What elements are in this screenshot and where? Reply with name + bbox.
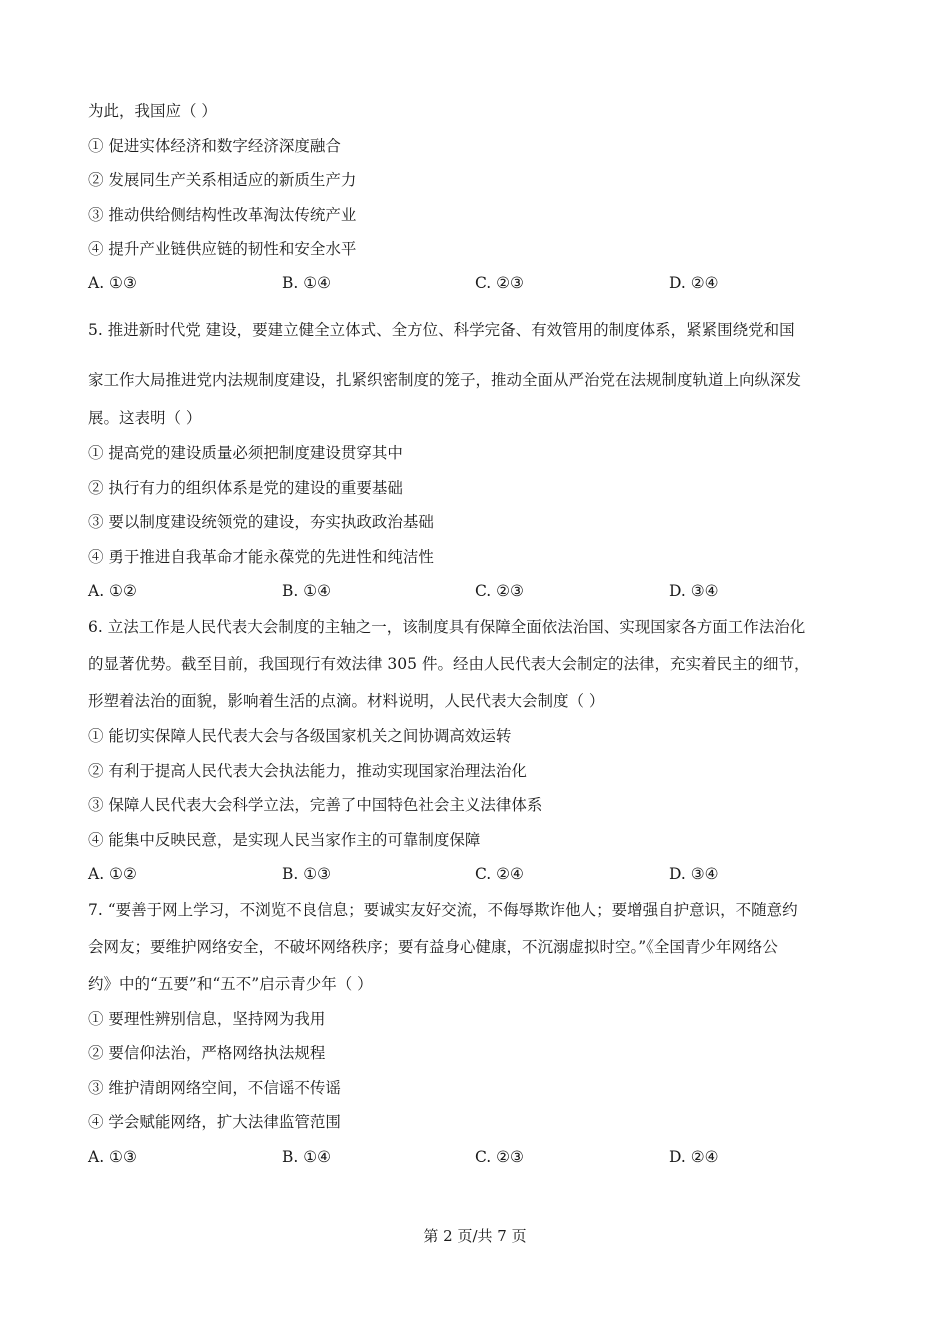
q6-option-c: C. ②④ bbox=[475, 865, 524, 883]
q4-stem: 为此，我国应（ ） bbox=[88, 102, 217, 120]
q7-item-4: ④ 学会赋能网络，扩大法律监管范围 bbox=[88, 1113, 341, 1131]
q6-option-a: A. ①② bbox=[88, 865, 137, 883]
q5-option-c: C. ②③ bbox=[475, 582, 524, 600]
q7-stem-line-3: 约》中的“五要”和“五不”启示青少年（ ） bbox=[88, 975, 373, 993]
q4-option-a: A. ①③ bbox=[88, 274, 137, 292]
q6-stem-line-1: 6. 立法工作是人民代表大会制度的主轴之一，该制度具有保障全面依法治国、实现国家各方面工作法治化 bbox=[88, 618, 806, 636]
q5-item-3: ③ 要以制度建设统领党的建设，夯实执政政治基础 bbox=[88, 513, 434, 531]
q4-item-1: ① 促进实体经济和数字经济深度融合 bbox=[88, 137, 341, 155]
q7-option-d: D. ②④ bbox=[669, 1148, 719, 1166]
q4-option-d: D. ②④ bbox=[669, 274, 719, 292]
q4-option-b: B. ①④ bbox=[282, 274, 332, 292]
q6-item-1: ① 能切实保障人民代表大会与各级国家机关之间协调高效运转 bbox=[88, 727, 512, 745]
q7-item-3: ③ 维护清朗网络空间，不信谣不传谣 bbox=[88, 1079, 341, 1097]
q4-item-2: ② 发展同生产关系相适应的新质生产力 bbox=[88, 171, 357, 189]
q7-stem-line-2: 会网友；要维护网络安全，不破坏网络秩序；要有益身心健康，不沉溺虚拟时空。”《全国青少年网络公 bbox=[88, 938, 778, 956]
q5-stem-line-3: 展。这表明（ ） bbox=[88, 409, 202, 427]
q5-option-a: A. ①② bbox=[88, 582, 137, 600]
q6-option-d: D. ③④ bbox=[669, 865, 719, 883]
q6-item-3: ③ 保障人民代表大会科学立法，完善了中国特色社会主义法律体系 bbox=[88, 796, 543, 814]
q4-item-3: ③ 推动供给侧结构性改革淘汰传统产业 bbox=[88, 206, 357, 224]
q4-item-4: ④ 提升产业链供应链的韧性和安全水平 bbox=[88, 240, 357, 258]
q7-option-b: B. ①④ bbox=[282, 1148, 332, 1166]
q6-stem-line-2: 的显著优势。截至目前，我国现行有效法律 305 件。经由人民代表大会制定的法律，充实着民主的细节， bbox=[88, 655, 810, 673]
q6-item-4: ④ 能集中反映民意，是实现人民当家作主的可靠制度保障 bbox=[88, 831, 481, 849]
q7-item-2: ② 要信仰法治，严格网络执法规程 bbox=[88, 1044, 326, 1062]
q4-option-c: C. ②③ bbox=[475, 274, 524, 292]
q5-item-1: ① 提高党的建设质量必须把制度建设贯穿其中 bbox=[88, 444, 403, 462]
q5-option-d: D. ③④ bbox=[669, 582, 719, 600]
q5-stem-line-2: 家工作大局推进党内法规制度建设，扎紧织密制度的笼子，推动全面从严治党在法规制度轨道上向纵深发 bbox=[88, 371, 802, 389]
q7-option-c: C. ②③ bbox=[475, 1148, 524, 1166]
q6-stem-line-3: 形塑着法治的面貌，影响着生活的点滴。材料说明，人民代表大会制度（ ） bbox=[88, 692, 605, 710]
q5-stem-line-1: 5. 推进新时代党 建设，要建立健全立体式、全方位、科学完备、有效管用的制度体系，紧紧围绕党和国 bbox=[88, 321, 795, 339]
page-number: 第 2 页/共 7 页 bbox=[423, 1227, 527, 1245]
q5-item-4: ④ 勇于推进自我革命才能永葆党的先进性和纯洁性 bbox=[88, 548, 434, 566]
q5-option-b: B. ①④ bbox=[282, 582, 332, 600]
q7-stem-line-1: 7. “要善于网上学习，不浏览不良信息；要诚实友好交流，不侮辱欺诈他人；要增强自护意识，不随意约 bbox=[88, 901, 798, 919]
q7-option-a: A. ①③ bbox=[88, 1148, 137, 1166]
q6-option-b: B. ①③ bbox=[282, 865, 332, 883]
q5-item-2: ② 执行有力的组织体系是党的建设的重要基础 bbox=[88, 479, 403, 497]
q7-item-1: ① 要理性辨别信息，坚持网为我用 bbox=[88, 1010, 326, 1028]
q6-item-2: ② 有利于提高人民代表大会执法能力，推动实现国家治理法治化 bbox=[88, 762, 527, 780]
